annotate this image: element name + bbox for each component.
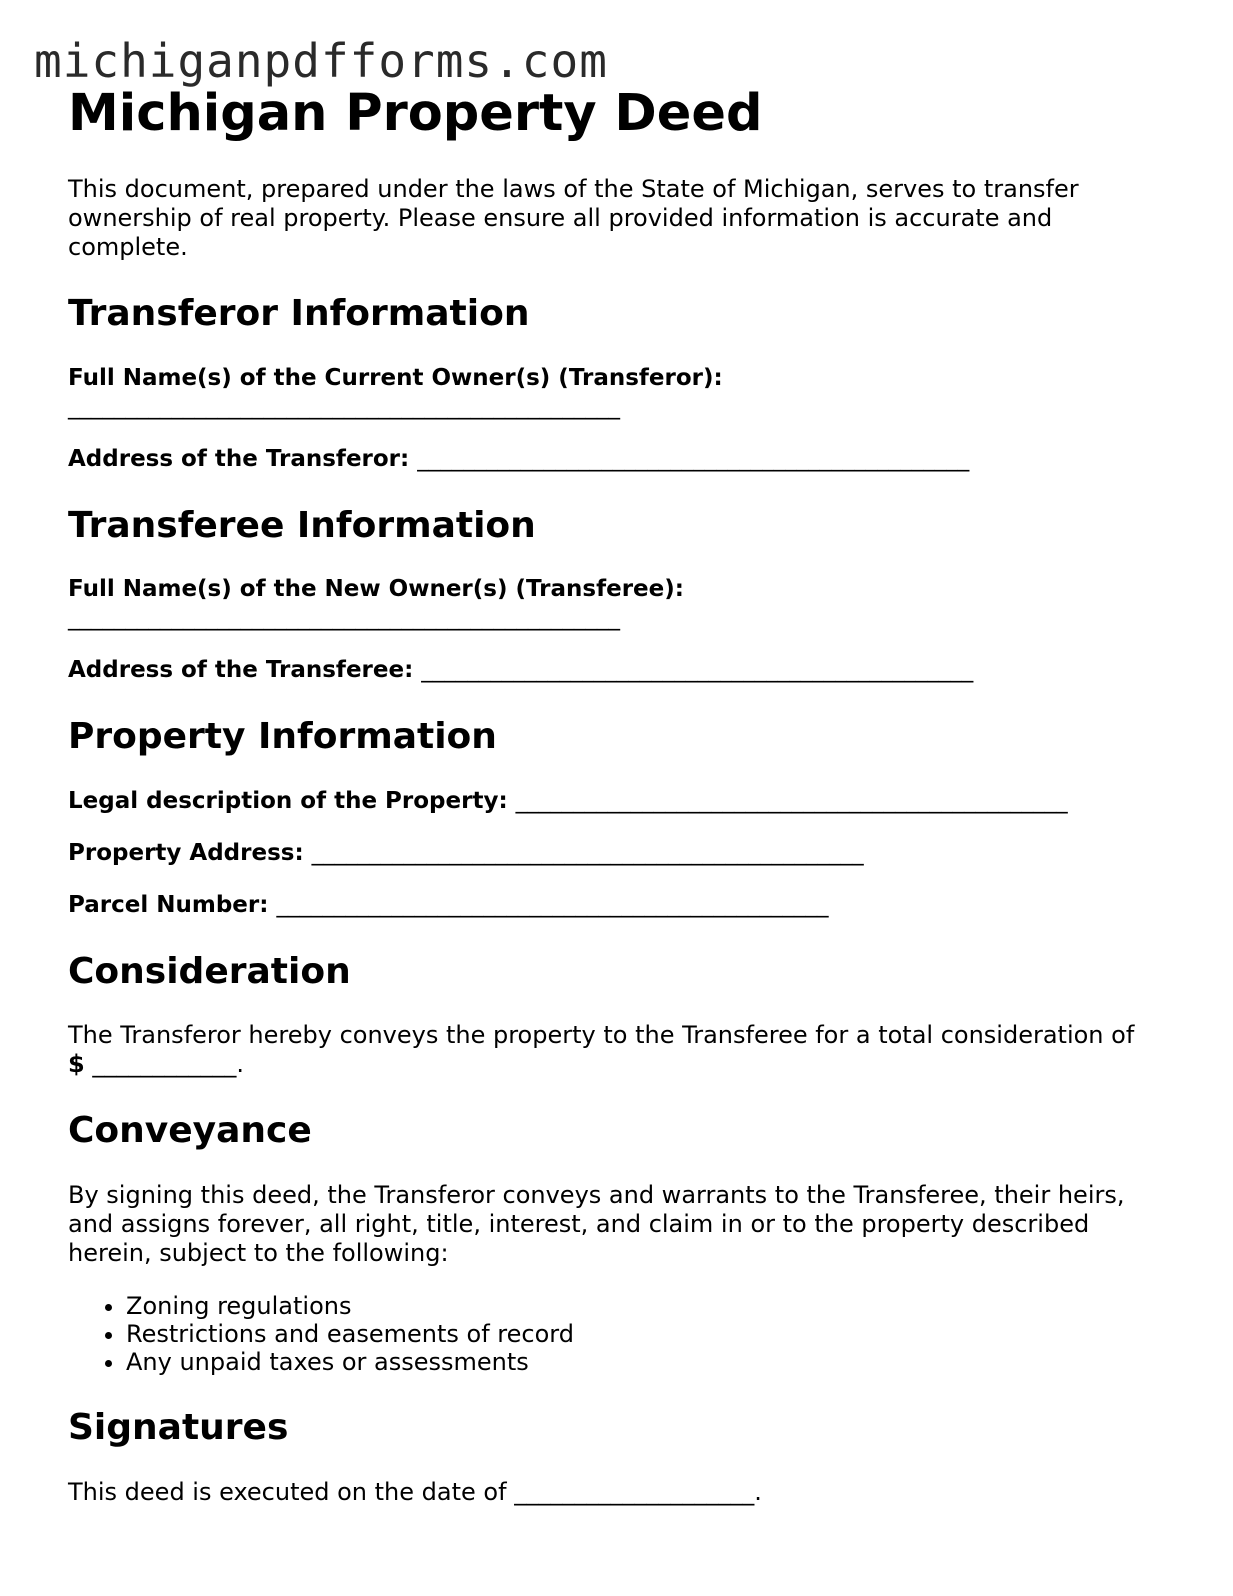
consideration-section	[68, 952, 1168, 1080]
transferee-address-blank[interactable]: ________________________________________________	[421, 657, 974, 684]
property-legal-field	[68, 787, 1168, 816]
currency-symbol: $	[68, 1050, 85, 1079]
signatures-heading: Signatures	[68, 1407, 289, 1449]
consideration-paragraph	[68, 1021, 1168, 1079]
deed-document	[68, 86, 1168, 1531]
page-title: Michigan Property Deed	[68, 84, 763, 143]
transferor-name-blank[interactable]: ________________________________________________	[68, 393, 620, 420]
execution-date-text: This deed is executed on the date of	[68, 1477, 507, 1506]
parcel-number-blank[interactable]: ________________________________________________	[276, 891, 829, 918]
property-section	[68, 717, 1168, 920]
transferee-address-field	[68, 656, 1168, 685]
conditions-list	[68, 1292, 1168, 1376]
property-address-field	[68, 839, 1168, 868]
transferee-name-label: Full Name(s) of the New Owner(s) (Transferee):	[68, 576, 684, 603]
list-item: • Any unpaid taxes or assessments	[126, 1348, 1168, 1376]
consideration-heading: Consideration	[68, 950, 351, 992]
signatures-paragraph	[68, 1478, 1168, 1507]
conveyance-section	[68, 1111, 1168, 1376]
consideration-amount-blank[interactable]: ____________.	[92, 1050, 244, 1079]
list-item: • Restrictions and easements of record	[126, 1320, 1168, 1348]
property-legal-label: Legal description of the Property:	[68, 787, 508, 814]
transferee-name-field	[68, 575, 1168, 633]
transferor-address-field	[68, 445, 1168, 474]
transferor-name-label: Full Name(s) of the Current Owner(s) (Transferor):	[68, 364, 723, 391]
transferor-address-blank[interactable]: ________________________________________________	[417, 445, 970, 472]
property-address-blank[interactable]: ________________________________________________	[311, 839, 864, 866]
transferee-name-blank[interactable]: ________________________________________________	[68, 605, 620, 632]
transferee-section	[68, 506, 1168, 686]
watermark-logo: michiganpdfforms.com	[34, 34, 608, 88]
property-legal-blank[interactable]: ________________________________________________	[515, 787, 1068, 814]
conveyance-text: By signing this deed, the Transferor conveys and warrants to the Transferee, their heirs, and assigns forever, all right, title, interest, and claim in or to the property described herein, subject to the following:	[68, 1181, 1125, 1268]
transferee-address-label: Address of the Transferee:	[68, 657, 414, 684]
property-heading: Property Information	[68, 716, 497, 758]
list-item: • Zoning regulations	[126, 1292, 1168, 1320]
transferor-name-field	[68, 364, 1168, 422]
intro-paragraph: This document, prepared under the laws of the State of Michigan, serves to transfer ownership of real property. Please ensure all provided information is accurate and complete.	[68, 175, 1079, 262]
transferor-address-label: Address of the Transferor:	[68, 445, 410, 472]
parcel-number-field	[68, 891, 1168, 920]
transferee-heading: Transferee Information	[68, 504, 536, 546]
signatures-section	[68, 1408, 1168, 1507]
conveyance-heading: Conveyance	[68, 1110, 312, 1152]
consideration-text: The Transferor hereby conveys the property to the Transferee for a total consideration of	[68, 1021, 1135, 1050]
execution-date-blank[interactable]: ____________________.	[514, 1477, 762, 1506]
transferor-section	[68, 294, 1168, 474]
transferor-heading: Transferor Information	[68, 293, 530, 335]
parcel-number-label: Parcel Number:	[68, 891, 269, 918]
property-address-label: Property Address:	[68, 839, 304, 866]
